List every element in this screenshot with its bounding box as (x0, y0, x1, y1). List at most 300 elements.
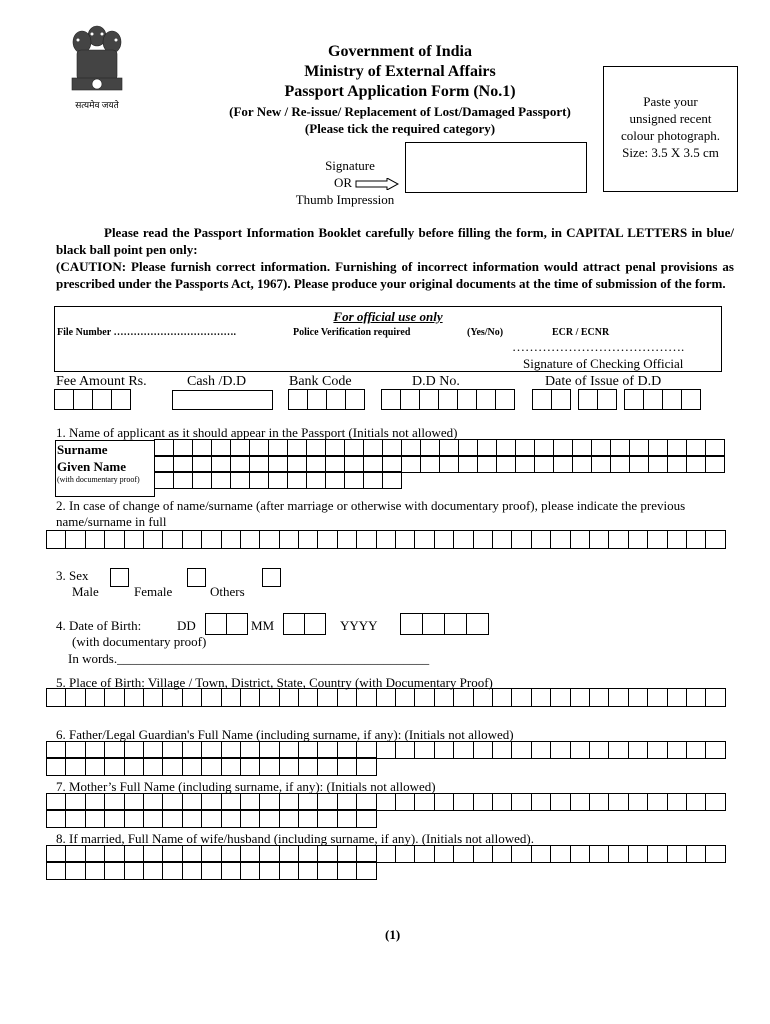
char-box[interactable] (162, 688, 182, 707)
char-box[interactable] (317, 809, 337, 828)
char-box[interactable] (570, 845, 590, 863)
char-box[interactable] (414, 530, 434, 549)
char-box[interactable] (578, 389, 598, 410)
char-box[interactable] (511, 530, 531, 549)
char-box[interactable] (496, 455, 516, 473)
char-box[interactable] (162, 757, 182, 776)
char-box[interactable] (686, 688, 706, 707)
char-box[interactable] (211, 471, 231, 489)
char-box[interactable] (46, 688, 66, 707)
char-box[interactable] (466, 613, 489, 635)
cash-dd-box[interactable] (172, 390, 273, 410)
char-box[interactable] (192, 471, 212, 489)
char-box[interactable] (476, 389, 496, 410)
photo-text-2: unsigned recent (629, 111, 712, 126)
char-box[interactable] (492, 741, 512, 759)
char-box[interactable] (201, 809, 221, 828)
char-box[interactable] (414, 793, 434, 811)
char-box[interactable] (628, 793, 648, 811)
char-box[interactable] (92, 389, 112, 410)
char-box[interactable] (345, 389, 365, 410)
photo-text-1: Paste your (643, 94, 698, 109)
char-box[interactable] (550, 793, 570, 811)
char-box[interactable] (395, 741, 415, 759)
char-box[interactable] (591, 455, 611, 473)
char-box[interactable] (608, 793, 628, 811)
char-box[interactable] (376, 530, 396, 549)
char-box[interactable] (85, 530, 105, 549)
char-box[interactable] (705, 845, 725, 863)
char-box[interactable] (643, 389, 663, 410)
char-box[interactable] (201, 530, 221, 549)
char-box[interactable] (667, 845, 687, 863)
char-box[interactable] (667, 530, 687, 549)
char-box[interactable] (104, 861, 124, 880)
char-box[interactable] (279, 757, 299, 776)
char-box[interactable] (279, 809, 299, 828)
char-box[interactable] (356, 530, 376, 549)
char-box[interactable] (414, 688, 434, 707)
char-box[interactable] (395, 793, 415, 811)
char-box[interactable] (628, 741, 648, 759)
others-label: Others (210, 584, 245, 599)
char-box[interactable] (317, 757, 337, 776)
char-box[interactable] (143, 757, 163, 776)
char-box[interactable] (205, 613, 227, 635)
others-checkbox[interactable] (262, 568, 281, 587)
dd-year-boxes[interactable] (625, 390, 701, 410)
char-box[interactable] (124, 757, 144, 776)
char-box[interactable] (259, 757, 279, 776)
char-box[interactable] (382, 471, 402, 489)
char-box[interactable] (279, 530, 299, 549)
char-box[interactable] (492, 793, 512, 811)
char-box[interactable] (420, 455, 440, 473)
char-box[interactable] (477, 455, 497, 473)
char-box[interactable] (572, 455, 592, 473)
fee-amount-boxes[interactable] (55, 390, 131, 410)
char-box[interactable] (356, 688, 376, 707)
char-box[interactable] (550, 530, 570, 549)
surname-label: Surname (57, 442, 108, 457)
char-box[interactable] (662, 389, 682, 410)
char-box[interactable] (337, 809, 357, 828)
char-box[interactable] (667, 688, 687, 707)
char-box[interactable] (647, 530, 667, 549)
char-box[interactable] (279, 861, 299, 880)
char-box[interactable] (570, 741, 590, 759)
char-box[interactable] (434, 530, 454, 549)
mother-name-boxes-extra[interactable] (47, 810, 377, 828)
char-box[interactable] (326, 389, 346, 410)
ecr-label: ECR / ECNR (552, 327, 610, 338)
char-box[interactable] (240, 861, 260, 880)
char-box[interactable] (395, 530, 415, 549)
char-box[interactable] (531, 845, 551, 863)
q8-label: 8. If married, Full Name of wife/husband (including surname, if any). (Initials not allowed). (56, 831, 534, 846)
dob-year-boxes[interactable] (401, 614, 489, 635)
char-box[interactable] (230, 471, 250, 489)
bank-code-boxes[interactable] (289, 390, 365, 410)
char-box[interactable] (259, 530, 279, 549)
char-box[interactable] (395, 845, 415, 863)
char-box[interactable] (65, 861, 85, 880)
char-box[interactable] (317, 688, 337, 707)
char-box[interactable] (647, 741, 667, 759)
char-box[interactable] (453, 688, 473, 707)
char-box[interactable] (667, 455, 687, 473)
char-box[interactable] (182, 530, 202, 549)
signature-or-label: OR (334, 175, 353, 190)
char-box[interactable] (608, 845, 628, 863)
male-checkbox[interactable] (110, 568, 129, 587)
char-box[interactable] (65, 809, 85, 828)
char-box[interactable] (628, 688, 648, 707)
char-box[interactable] (356, 809, 376, 828)
char-box[interactable] (240, 688, 260, 707)
char-box[interactable] (647, 793, 667, 811)
char-box[interactable] (226, 613, 248, 635)
char-box[interactable] (173, 471, 193, 489)
char-box[interactable] (444, 613, 467, 635)
char-box[interactable] (628, 530, 648, 549)
char-box[interactable] (400, 389, 420, 410)
char-box[interactable] (143, 861, 163, 880)
char-box[interactable] (434, 845, 454, 863)
father-name-boxes-extra[interactable] (47, 758, 377, 776)
char-box[interactable] (124, 688, 144, 707)
char-box[interactable] (221, 861, 241, 880)
photo-box[interactable] (603, 66, 738, 192)
char-box[interactable] (492, 688, 512, 707)
char-box[interactable] (356, 861, 376, 880)
q1-label: 1. Name of applicant as it should appear in the Passport (Initials not allowed) (56, 425, 458, 440)
given-name-boxes-extra[interactable] (155, 472, 402, 489)
char-box[interactable] (667, 741, 687, 759)
char-box[interactable] (298, 688, 318, 707)
male-label: Male (72, 584, 99, 599)
char-box[interactable] (550, 741, 570, 759)
char-box[interactable] (422, 613, 445, 635)
char-box[interactable] (511, 741, 531, 759)
char-box[interactable] (73, 389, 93, 410)
checking-official-signature: Signature of Checking Official (523, 356, 684, 371)
char-box[interactable] (306, 471, 326, 489)
char-box[interactable] (85, 688, 105, 707)
char-box[interactable] (589, 741, 609, 759)
char-box[interactable] (610, 455, 630, 473)
form-instruction: (Please tick the required category) (304, 121, 496, 136)
char-box[interactable] (589, 688, 609, 707)
char-box[interactable] (143, 688, 163, 707)
char-box[interactable] (570, 530, 590, 549)
char-box[interactable] (85, 809, 105, 828)
char-box[interactable] (681, 389, 701, 410)
char-box[interactable] (648, 455, 668, 473)
char-box[interactable] (686, 530, 706, 549)
char-box[interactable] (376, 793, 396, 811)
char-box[interactable] (259, 861, 279, 880)
char-box[interactable] (376, 688, 396, 707)
char-box[interactable] (705, 688, 725, 707)
char-box[interactable] (337, 530, 357, 549)
char-box[interactable] (240, 809, 260, 828)
char-box[interactable] (154, 471, 174, 489)
char-box[interactable] (46, 809, 66, 828)
char-box[interactable] (686, 741, 706, 759)
char-box[interactable] (337, 861, 357, 880)
char-box[interactable] (111, 389, 131, 410)
char-box[interactable] (414, 845, 434, 863)
cash-dd-label: Cash /D.D (187, 374, 247, 389)
char-box[interactable] (143, 809, 163, 828)
char-box[interactable] (259, 809, 279, 828)
char-box[interactable] (705, 793, 725, 811)
signature-box[interactable] (405, 142, 587, 193)
char-box[interactable] (376, 741, 396, 759)
female-label: Female (134, 584, 173, 599)
char-box[interactable] (647, 845, 667, 863)
char-box[interactable] (570, 793, 590, 811)
char-box[interactable] (259, 688, 279, 707)
char-box[interactable] (624, 389, 644, 410)
char-box[interactable] (570, 688, 590, 707)
instruction-paragraph: Please read the Passport Information Booklet carefully before filling the form, in CAPITAL LETTERS in blue/ black ball point pen only: (56, 225, 734, 257)
dob-month-boxes[interactable] (284, 614, 326, 635)
fee-amount-label: Fee Amount Rs. (56, 374, 147, 389)
char-box[interactable] (182, 861, 202, 880)
char-box[interactable] (288, 389, 308, 410)
spouse-name-boxes-extra[interactable] (47, 862, 377, 880)
char-box[interactable] (162, 809, 182, 828)
female-checkbox[interactable] (187, 568, 206, 587)
char-box[interactable] (124, 809, 144, 828)
char-box[interactable] (686, 455, 706, 473)
char-box[interactable] (550, 845, 570, 863)
char-box[interactable] (46, 861, 66, 880)
char-box[interactable] (515, 455, 535, 473)
char-box[interactable] (608, 741, 628, 759)
char-box[interactable] (395, 688, 415, 707)
char-box[interactable] (495, 389, 515, 410)
dd-date-label: Date of Issue of D.D (545, 374, 662, 389)
file-number-label: File Number ………………………………. (57, 327, 236, 338)
previous-name-boxes[interactable] (47, 531, 726, 549)
char-box[interactable] (400, 613, 423, 635)
header-government: Government of India (328, 43, 472, 60)
char-box[interactable] (307, 389, 327, 410)
char-box[interactable] (65, 530, 85, 549)
dd-number-label: D.D No. (412, 374, 460, 389)
form-title: Passport Application Form (No.1) (284, 83, 516, 100)
char-box[interactable] (589, 530, 609, 549)
char-box[interactable] (531, 741, 551, 759)
char-box[interactable] (287, 471, 307, 489)
char-box[interactable] (317, 530, 337, 549)
q6-label: 6. Father/Legal Guardian's Full Name (including surname, if any): (Initials not allowed) (56, 727, 514, 742)
char-box[interactable] (182, 757, 202, 776)
yyyy-label: YYYY (340, 618, 378, 633)
char-box[interactable] (85, 757, 105, 776)
char-box[interactable] (608, 530, 628, 549)
char-box[interactable] (401, 455, 421, 473)
char-box[interactable] (705, 455, 725, 473)
char-box[interactable] (65, 688, 85, 707)
bank-code-label: Bank Code (289, 374, 352, 389)
char-box[interactable] (162, 861, 182, 880)
photo-text-3: colour photograph. (621, 128, 720, 143)
char-box[interactable] (279, 688, 299, 707)
char-box[interactable] (54, 389, 74, 410)
dob-in-words[interactable]: In words.________________________________________________ (68, 651, 430, 666)
char-box[interactable] (249, 471, 269, 489)
char-box[interactable] (438, 389, 458, 410)
proof-note: (with documentary proof) (57, 475, 140, 484)
char-box[interactable] (531, 530, 551, 549)
char-box[interactable] (492, 530, 512, 549)
char-box[interactable] (221, 530, 241, 549)
official-use-title: For official use only (333, 309, 443, 324)
char-box[interactable] (534, 455, 554, 473)
char-box[interactable] (647, 688, 667, 707)
char-box[interactable] (104, 688, 124, 707)
char-box[interactable] (221, 757, 241, 776)
header-ministry: Ministry of External Affairs (304, 63, 496, 80)
char-box[interactable] (553, 455, 573, 473)
char-box[interactable] (268, 471, 288, 489)
char-box[interactable] (143, 530, 163, 549)
official-use-box (54, 306, 722, 372)
char-box[interactable] (531, 688, 551, 707)
char-box[interactable] (453, 793, 473, 811)
char-box[interactable] (686, 793, 706, 811)
dd-label: DD (177, 618, 196, 633)
char-box[interactable] (419, 389, 439, 410)
char-box[interactable] (104, 757, 124, 776)
dob-day-boxes[interactable] (206, 614, 248, 635)
char-box[interactable] (705, 741, 725, 759)
form-subtitle: (For New / Re-issue/ Replacement of Lost/Damaged Passport) (229, 104, 571, 119)
char-box[interactable] (298, 530, 318, 549)
char-box[interactable] (240, 530, 260, 549)
char-box[interactable] (337, 688, 357, 707)
char-box[interactable] (381, 389, 401, 410)
char-box[interactable] (298, 861, 318, 880)
yes-no-label: (Yes/No) (467, 327, 504, 338)
char-box[interactable] (473, 845, 493, 863)
char-box[interactable] (589, 845, 609, 863)
char-box[interactable] (434, 688, 454, 707)
char-box[interactable] (240, 757, 260, 776)
char-box[interactable] (104, 809, 124, 828)
char-box[interactable] (325, 471, 345, 489)
char-box[interactable] (201, 688, 221, 707)
q2-label: 2. In case of change of name/surname (after marriage or otherwise with documentary proof), please indicate the previous name/surname in full (56, 498, 686, 529)
photo-text-4: Size: 3.5 X 3.5 cm (622, 145, 719, 160)
char-box[interactable] (550, 688, 570, 707)
char-box[interactable] (473, 793, 493, 811)
char-box[interactable] (597, 389, 617, 410)
char-box[interactable] (453, 741, 473, 759)
char-box[interactable] (589, 793, 609, 811)
char-box[interactable] (458, 455, 478, 473)
thumb-impression-label: Thumb Impression (295, 192, 395, 207)
char-box[interactable] (124, 530, 144, 549)
char-box[interactable] (473, 530, 493, 549)
char-box[interactable] (304, 613, 326, 635)
char-box[interactable] (608, 688, 628, 707)
char-box[interactable] (414, 741, 434, 759)
char-box[interactable] (453, 530, 473, 549)
char-box[interactable] (628, 845, 648, 863)
char-box[interactable] (667, 793, 687, 811)
char-box[interactable] (473, 688, 493, 707)
char-box[interactable] (162, 530, 182, 549)
char-box[interactable] (686, 845, 706, 863)
official-dots: …………………………………. (512, 339, 685, 354)
char-box[interactable] (434, 741, 454, 759)
dd-day-boxes[interactable] (533, 390, 571, 410)
police-verification-label: Police Verification required (293, 327, 411, 338)
char-box[interactable] (457, 389, 477, 410)
char-box[interactable] (511, 845, 531, 863)
char-box[interactable] (182, 809, 202, 828)
dd-number-boxes[interactable] (382, 390, 515, 410)
signature-or (334, 175, 399, 191)
q4-label: 4. Date of Birth: (56, 618, 142, 633)
char-box[interactable] (337, 757, 357, 776)
q5-label: 5. Place of Birth: Village / Town, District, State, Country (with Documentary Proof) (56, 675, 493, 690)
char-box[interactable] (283, 613, 305, 635)
char-box[interactable] (551, 389, 571, 410)
char-box[interactable] (439, 455, 459, 473)
char-box[interactable] (453, 845, 473, 863)
char-box[interactable] (511, 688, 531, 707)
char-box[interactable] (182, 688, 202, 707)
char-box[interactable] (363, 471, 383, 489)
char-box[interactable] (298, 757, 318, 776)
char-box[interactable] (492, 845, 512, 863)
signature-label: Signature (325, 158, 375, 173)
page-number: (1) (385, 927, 401, 942)
char-box[interactable] (317, 861, 337, 880)
char-box[interactable] (201, 861, 221, 880)
dd-month-boxes[interactable] (579, 390, 617, 410)
char-box[interactable] (201, 757, 221, 776)
caution-paragraph: (CAUTION: Please furnish correct information. Furnishing of incorrect information would attract penal provisions as prescribed under the Passports Act, 1967). Please produce your original documents at the time of submission of the form. (56, 259, 734, 291)
char-box[interactable] (629, 455, 649, 473)
char-box[interactable] (531, 793, 551, 811)
char-box[interactable] (124, 861, 144, 880)
char-box[interactable] (104, 530, 124, 549)
char-box[interactable] (221, 688, 241, 707)
char-box[interactable] (46, 757, 66, 776)
char-box[interactable] (376, 845, 396, 863)
char-box[interactable] (356, 757, 376, 776)
char-box[interactable] (434, 793, 454, 811)
char-box[interactable] (46, 530, 66, 549)
char-box[interactable] (473, 741, 493, 759)
char-box[interactable] (532, 389, 552, 410)
char-box[interactable] (511, 793, 531, 811)
place-of-birth-boxes[interactable] (47, 689, 726, 707)
char-box[interactable] (705, 530, 725, 549)
char-box[interactable] (221, 809, 241, 828)
char-box[interactable] (298, 809, 318, 828)
char-box[interactable] (65, 757, 85, 776)
char-box[interactable] (344, 471, 364, 489)
char-box[interactable] (85, 861, 105, 880)
